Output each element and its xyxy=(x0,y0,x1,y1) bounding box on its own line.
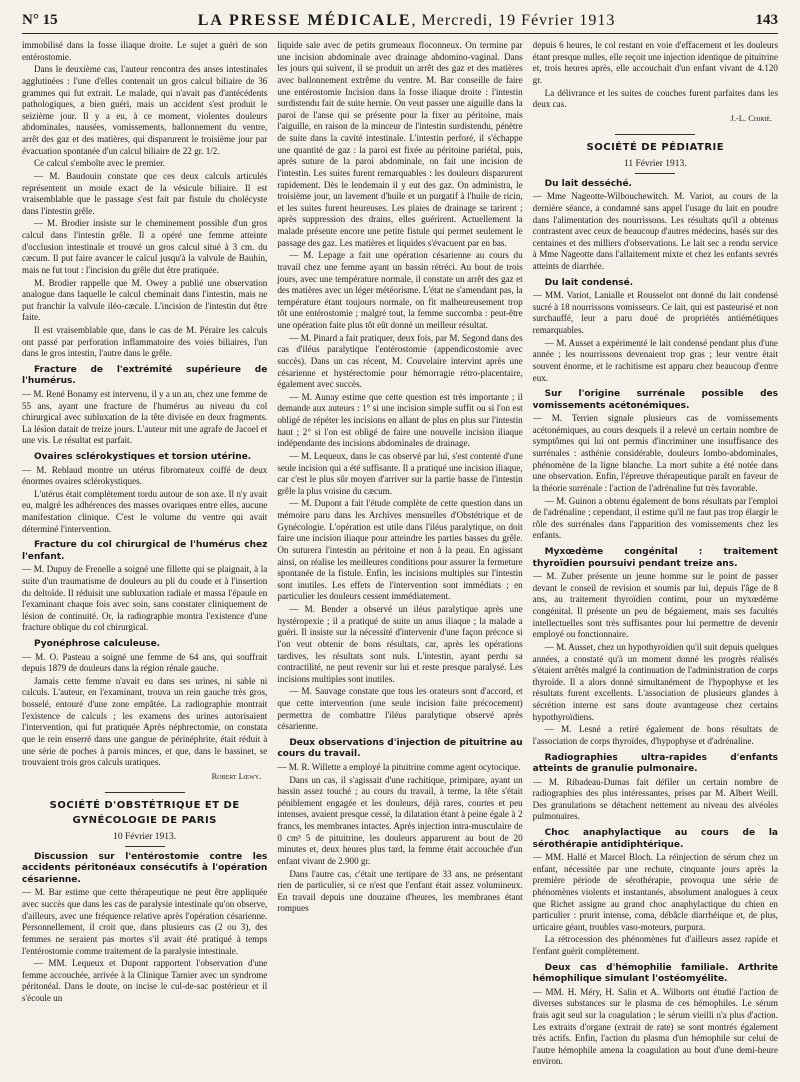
paragraph: immobilisé dans la fosse iliaque droite. Le sujet a guéri de son entérostomie. xyxy=(22,40,268,62)
paragraph: La délivrance et les suites de couches furent parfaites dans les deux cas. xyxy=(532,87,778,110)
paragraph: — MM. H. Méry, H. Salin et A. Wilborts ont étudié l'action de diverses substances sur le plasma de ces hémophiles. Le sérum frais agit seul sur la coagulation ; le sérum vieilli n'a plus d'action. Les extraits d'organe (extrait de rate) se sont montrés également très actifs. Enfin, l'action du plasma d'un hémophile sur celui de l'autre hémophile amena la coagulation au bout d'une demi-heure environ. xyxy=(532,986,778,1067)
article-title: Du lait condensé. xyxy=(544,277,634,288)
issue-date: , Mercredi, 19 Février 1913 xyxy=(411,11,616,29)
paragraph: — M. Ausset a expérimenté le lait condensé pendant plus d'une année ; les nourrissons devenaient trop gras ; leur ventre était souvent énorme, et le rachitisme est apparu chez beaucoup d'entre eux. xyxy=(532,337,778,383)
article-title: Pyonéphrose calculeuse. xyxy=(34,639,161,650)
paragraph: — M. Bar estime que cette thérapeutique ne peut être appliquée avec succès que dans les cas de paralysie intestinale qu'on observe, d'ailleurs, avec une fréquence relative après l'opération césarienne. Personnellement, il croit que, dans plusieurs cas (2 ou 3), des femmes ne seraient pas mortes s'il avait été pratiqué à temps l'entérostomie comme traitement de la paralysie intestinale. xyxy=(22,887,268,956)
paragraph: — M. Lepage a fait une opération césarienne au cours du travail chez une femme ayant un bassin rétréci. Au bout de trois jours, avec une température normale, il constate un arrêt des gaz et des matières avec un léger météorisme. L'état ne s'amendant pas, la température étant toujours normale, on fit malheureusement trop tôt une entérostomie ; malgré tout, la femme succomba : peut-être une opération faite plus tôt eût donné un meilleur résultat. xyxy=(277,250,523,330)
paragraph: Il est vraisemblable que, dans le cas de M. Péraire les calculs ont passé par perforation inflammatoire des voies biliaires, l'un dans le gros intestin, l'autre dans le grêle. xyxy=(22,325,268,359)
paragraph: — M. Brodier insiste sur le cheminement possible d'un gros calcul dans l'intestin grêle. Il a opéré une femme atteinte d'occlusion intestinale et trouvé un gros calcul situé à 3 cm. du cæcum. Il put faire avancer le calcul jusqu'à la valvule de Bauhin, mais ne fut tout : l'incision du grêle dut être pratiquée. xyxy=(22,218,268,275)
paragraph: — M. Sauvage constate que tous les orateurs sont d'accord, et que cette intervention (une seule incision faite précocement) permettra de combattre l'iléus paralytique observé après césarienne. xyxy=(277,686,523,732)
article-title: Fracture de l'extrémité supérieure de l'humérus. xyxy=(22,364,268,387)
article-title: Deux cas d'hémophilie familiale. Arthrite hémophilique simulant l'ostéomyélite. xyxy=(532,962,778,985)
paragraph: — Mme Nageotte-Wilbouchewitch. M. Variot, au cours de la dernière séance, a condamné sans appel l'usage du lait en poudre dans l'alimentation des nourrissons. Les résultats qu'il a obtenus contrastent avec ceux de beaucoup d'autres médecins, basés sur des centaines et des milliers d'observations. Le lait sec a rendu service à Mme Nageotte dans l'allaitement mixte et chez les enfants sevrés atteints de diarrhée. xyxy=(532,191,778,272)
article-title: Choc anaphylactique au cours de la sérothérapie antidiphtérique. xyxy=(532,828,778,850)
paragraph: — MM. Lequeux et Dupont rapportent l'observation d'une femme accouchée, arrivée à la Clinique Tarnier avec un syndrome péritonéal. Dans le doute, on incise le cul-de-sac postérieur et il s'écoule un xyxy=(22,958,268,1004)
paragraph: La rétrocession des phénomènes fut d'ailleurs assez rapide et l'enfant guérit complètement. xyxy=(532,934,778,957)
paragraph: — M. Reblaud montre un utérus fibromateux coiffé de deux énormes ovaires sclérokystiques. xyxy=(22,464,268,487)
author-signature: Robert Lœwy. xyxy=(211,770,262,781)
paragraph: — M. Guinon a obtenu également de bons résultats par l'emploi de l'adrénaline ; cependant, il estime qu'il ne faut pas trop élargir le rôle des surrénales dans l'apparition des vomissements chez les enfants. xyxy=(532,495,778,541)
paragraph: Dans l'autre cas, c'était une tertipare de 33 ans, ne présentant rien de particulier, si ce n'est que l'enfant était assez volumineux. En travail depuis une douzaine d'heures, les membranes étant rompues xyxy=(277,868,523,914)
article-title: Ovaires sclérokystiques et torsion utérine. xyxy=(34,452,252,463)
article-title: Discussion sur l'entérostomie contre les accidents péritonéaux consécutifs à l'opération césarienne. xyxy=(22,851,268,885)
section-date: 11 Février 1913. xyxy=(533,158,778,174)
section-date: 10 Février 1913. xyxy=(22,831,267,847)
section-title: SOCIÉTÉ DE PÉDIATRIE xyxy=(533,134,778,155)
paragraph: Ce calcul s'emboîte avec le premier. xyxy=(34,158,165,169)
paragraph: Jamais cette femme n'avait eu dans ses urines, ni sable ni calculs. L'auteur, en l'examinant, trouva un rein gauche très gros, bosselé, entouré d'une zone empâtée. La radiographie montrait l'existence de calculs ; les examens des urines autorisaient l'intervention, qui fut pratiquée Après néphrectomie, on constata que le rein enserré dans une gangue de périnéphrite, était réduit à une série de poches à parois minces, et que, dans le bassinet, se trouvaient trois gros calculs uratiques. xyxy=(22,675,268,768)
paragraph: — M. Baudouin constate que ces deux calculs articulés représentent un moule exact de la vésicule biliaire. Il est vraisemblable que le passage s'est fait par fistule du cholécyste dans l'intestin grêle. xyxy=(22,170,268,216)
paragraph: — MM. Hallé et Marcel Bloch. La réinjection de sérum chez un enfant, nécessitée par une rechute, cinquante jours après la première période de sérothérapie, provoqua une série de phénomènes violents et instantanés, absolument analogues à ceux que Richet assigne au grand choc anaphylactique du chien en particulier : prurit intense, coma, débâcle diarrhéique et, de plus, urticaire géant, troubles vaso-moteurs, purpura. xyxy=(532,852,778,932)
section-title: SOCIÉTÉ D'OBSTÉTRIQUE ET DE GYNÉCOLOGIE DE PARIS xyxy=(22,792,267,828)
page-number-right: 143 xyxy=(755,12,778,28)
paragraph: — M. Dupuy de Frenelle a soigné une fillette qui se plaignait, à la suite d'un traumatisme de douleurs au pli du coude et à l'insertion du deltoïde. Il réduisit une subluxation radiale et massa l'épaule en l'examinant chaque fois avec soin, sans constater cliniquement de lésion de continuité. Or, la radiographie montra l'existence d'une fracture oblique du col chirurgical. xyxy=(22,564,268,633)
column-1 xyxy=(22,40,267,1076)
article-title: Fracture du col chirurgical de l'humérus chez l'enfant. xyxy=(22,540,268,562)
journal-masthead xyxy=(198,12,616,30)
article-title: Radiographies ultra-rapides d'enfants atteints de granulie pulmonaire. xyxy=(532,752,778,775)
paragraph: Dans un cas, il s'agissait d'une rachitique, primipare, ayant un bassin assez touché ; au cours du travail, à terme, la tête s'était péniblement engagée et les douleurs, déjà rares, courtes et peu intenses, avaient presque cessé, la dilatation étant à peine égale à 2 francs, les membranes intactes. Après injection intra-musculaire de 0 cm³ 5 de pituitrine, les douleurs apparurent au bout de 20 minutes et, deux heures plus tard, la femme était accouchée d'un enfant vivant de 2.900 gr. xyxy=(277,774,523,866)
paragraph: — M. Lesné a retiré également de bons résultats de l'association de corps thyroïdes, d'hypophyse et d'adrénaline. xyxy=(532,724,778,746)
journal-title: LA PRESSE MÉDICALE xyxy=(197,11,412,29)
paragraph: — M. Terrien signale plusieurs cas de vomissements acétonémiques, au cours desquels il a relevé un certain nombre de symptômes qui lui ont permis d'incriminer une insuffisance des surrénales : asthénie considérable, douleurs lombo-abdominales, phénomène de la ligne blanche. La mort subite a été notée dans une observation. Enfin, l'épreuve thérapeutique paraît en faveur de la théorie surrénale : l'action de l'adrénaline fut très favorable. xyxy=(532,413,778,493)
article-title: Deux observations d'injection de pituitrine au cours du travail. xyxy=(277,737,523,760)
paragraph: — M. René Bonamy est intervenu, il y a un an, chez une femme de 55 ans, ayant une fracture de l'humérus au niveau du col chirurgical avec subluxation de la tête divisée en deux fragments. La lésion datait de treize jours. L'auteur mit une agrafe de Jacoel et une vis. Le résultat est parfait. xyxy=(22,388,268,446)
article-title: Sur l'origine surrénale possible des vomissements acétonémiques. xyxy=(532,389,778,411)
paragraph: — M. Lequeux, dans le cas observé par lui, s'est contenté d'une seule incision qui a été suffisante. Il a pratiqué une incision iliaque, car c'est le plus sûr moyen d'arriver sur la partie basse de l'intestin grêle la plus voisine du cæcum. xyxy=(277,450,523,496)
page-number-left: N° 15 xyxy=(22,12,58,28)
paragraph: L'utérus était complètement tordu autour de son axe. Il n'y avait eu, malgré les adhérences des masses ovariques entre elles, aucune manifestation clinique. C'est le volume du ventre qui avait déterminé l'intervention. xyxy=(22,488,268,534)
paragraph: — M. Pinard a fait pratiquer, deux fois, par M. Segond dans des cas d'iléus paralytique l'entérostomie (appendicostomie avec succès). Dans un cas récent, M. Couvelaire intervint après une césarienne et hystérectomie pour hémorragie rétro-placentaire, également avec succès. xyxy=(277,332,523,390)
paragraph: — MM. Variot, Lanialle et Rousselot ont donné du lait condensé sucré à 18 nourrissons vomisseurs. Ce lait, qui est pasteurisé et non surchauffé, leur a paru doué de propriétés antiémétiques remarquables. xyxy=(532,290,778,336)
paragraph: — M. Ausset, chez un hypothyroïdien qu'il suit depuis quelques années, a constaté qu'à un moment donné les progrès réalisés s'étaient arrêtés malgré la continuation de l'administration de corps thyroïde. Il a alors donné simultanément de l'hypophyse et les résultats furent excellents. L'association de plusieurs glandes à sécrétion interne est sans doute avantageuse chez certains hypothyroïdiens. xyxy=(532,641,778,722)
paragraph: — M. O. Pasteau a soigné une femme de 64 ans, qui souffrait depuis 1879 de douleurs dans la région rénale gauche. xyxy=(22,651,268,674)
page-header xyxy=(22,8,778,34)
paragraph: Dans le deuxième cas, l'auteur rencontra des anses intestinales agglutinées : l'une d'elles contenait un gros calcul biliaire de 36 grammes qui fut extrait. Le malade, qui n'avait pas d'antécédents pathologiques, a bien guéri, mais un accident s'est produit le seizième jour. Il y a eu, à ce moment, violentes douleurs abdominales, nausées, vomissements, ballonnement du ventre, arrêt des gaz et des matières, qui disparurent le troisième jour par évacuation spontanée d'un calcul biliaire de 22 gr. 1/2. xyxy=(22,64,268,156)
column-3 xyxy=(533,40,778,1076)
paragraph: depuis 6 heures, le col restant en voie d'effacement et les douleurs étant presque nulles, elle reçoit une injection identique de pituitrine et, trois heures après, elle accouchait d'un enfant vivant de 4.120 gr. xyxy=(532,40,778,85)
article-title: Myxœdème congénital : traitement thyroïdien poursuivi pendant treize ans. xyxy=(532,547,778,569)
author-signature: J.-L. Chirié. xyxy=(730,112,772,123)
paragraph: liquide sale avec de petits grumeaux floconneux. On termine par une incision abdominale avec drainage abdomino-vaginal. Dans les jours qui suivent, il se produit un arrêt des gaz et des matières avec ballonnement extrême du ventre. M. Bar conseille de faire une entérostomie Incision dans la fosse iliaque droite : l'intestin surdistendu fait de suite hernie. On veut passer une aiguille dans la paroi de l'anse qui se présente pour la fixer au péritoine, mais l'aiguille, en raison de la minceur de l'intestin surdistendu, pénètre de suite dans la cavité intestinale. L'intestin perforé, il s'échappe une quantité de gaz : la paroi est fixée au péritoine pariétal, puis, après suture de la paroi abdominale, on fait une incision de l'intestin. Les suites furent remarquables : les douleurs disparurent rapidement. Dès le lendemain il y eut des gaz. On administra, le troisième jour, un lavement d'huile et un purgatif à l'huile de ricin, et les suites furent heureuses. Les plaies de drainage se tarirent ; après suppression des drains, elles guérirent. Actuellement la malade présente encore une petite fistule qui permet seulement le passage des gaz. Les matières et liquides s'évacuent par en bas. xyxy=(277,40,523,248)
paragraph: — M. Zuber présente un jeune homme sur le point de passer devant le conseil de revision et soumis par lui, depuis l'âge de 8 ans, au traitement thyroïdien continu, pour un myxœdème congénital. Il présente un peu de bégaiement, mais ses facultés intellectuelles sont très suffisantes pour lui permettre de devenir employé ou fonctionnaire. xyxy=(532,571,778,640)
paragraph: — M. R. Willette a employé la pituitrine comme agent ocytocique. xyxy=(277,761,521,772)
paragraph: — M. Aunay estime que cette question est très importante ; il demande aux auteurs : 1° si une incision simple suffit ou si l'on est obligé de répéter les incisions en allant de plus en plus sur l'intestin haut ; 2° si l'on est obligé de faire une nouvelle incision iliaque indépendante des incisions abdominales de drainage. xyxy=(277,391,523,449)
article-title: Du lait desséché. xyxy=(544,178,632,189)
text-columns xyxy=(22,40,778,1076)
paragraph: — M. Bender a observé un iléus paralytique après une hystéropexie ; il a pratiqué de suite un anus iliaque ; la malade a guéri. Il insiste sur la nécessité d'intervenir d'une façon précoce si l'on veut obtenir de bons résultats, car, après les opérations tardives, les résultats sont nuls. L'intestin, ayant perdu sa contractilité, ne peut revenir sur lui et reste presque paralysé. Les incisions multiples sont inutiles. xyxy=(277,604,523,684)
column-2 xyxy=(277,40,522,1076)
paragraph: — M. Dupont a fait l'étude complète de cette question dans un mémoire paru dans les Archives mensuelles d'Obstétrique et de Gynécologie. L'opération est utile dans l'iléus paralytique, on doit faire une incision iliaque pour atteindre les parties basses du grêle. On suturera l'intestin au péritoine et non à la peau. En agissant ainsi, on réalise les meilleures conditions pour assurer la fermeture spontanée de la fistule. Enfin, les incisions multiples sur l'intestin sont inutiles. Les effets de l'intervention sont immédiats ; en particulier les douleurs cessent immédiatement. xyxy=(277,498,523,602)
paragraph: — M. Ribadeau-Dumas fait défiler un certain nombre de radiographies des plus intéressantes, prises par M. Albert Weill. Des granulations se détachent nettement au niveau des alvéoles pulmonaires. xyxy=(532,776,778,822)
paragraph: M. Brodier rappelle que M. Owey a publié une observation analogue dans laquelle le calcul cheminait dans l'intestin, mais ne put franchir la valvule iléo-cæcale. L'incision de l'intestin dut être faite. xyxy=(22,277,268,323)
